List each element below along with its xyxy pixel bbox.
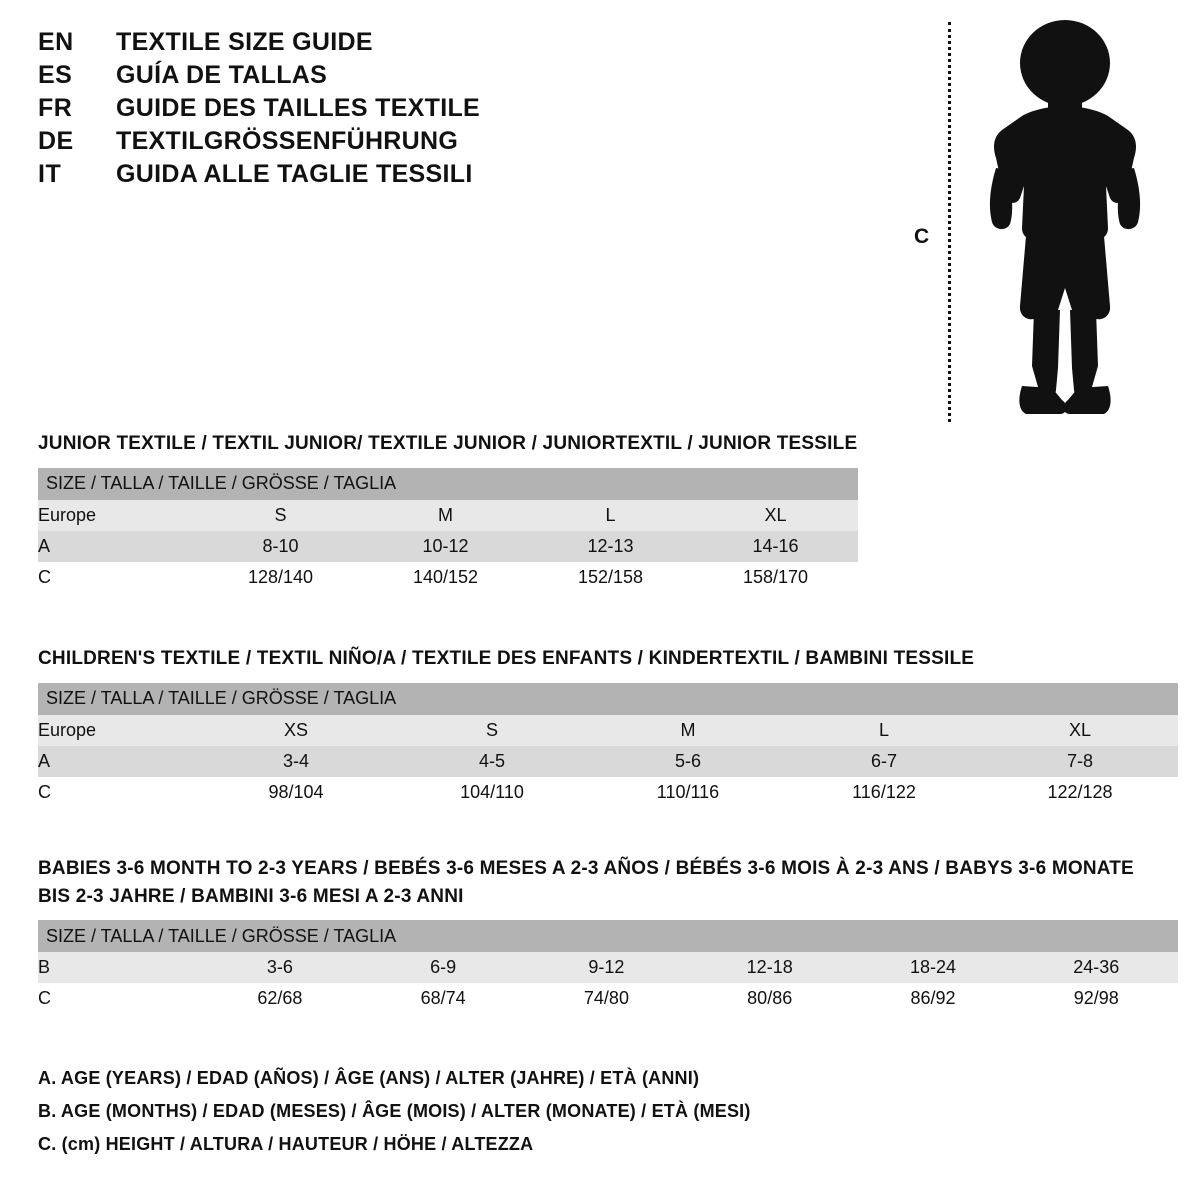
row-label: C bbox=[38, 983, 198, 1014]
row-label: C bbox=[38, 562, 198, 593]
row-label: Europe bbox=[38, 500, 198, 531]
table-row bbox=[38, 746, 1178, 777]
junior-size-table bbox=[38, 468, 858, 593]
table-cell: 14-16 bbox=[693, 531, 858, 562]
language-title: GUIDA ALLE TAGLIE TESSILI bbox=[116, 160, 473, 188]
table-cell: 98/104 bbox=[198, 777, 394, 808]
table-cell: 110/116 bbox=[590, 777, 786, 808]
language-row bbox=[38, 28, 658, 57]
table-cell: 6-9 bbox=[362, 952, 525, 983]
measure-label-c: C bbox=[914, 225, 930, 248]
table-cell: 4-5 bbox=[394, 746, 590, 777]
table-cell: 128/140 bbox=[198, 562, 363, 593]
table-cell: 8-10 bbox=[198, 531, 363, 562]
section-title: CHILDREN'S TEXTILE / TEXTIL NIÑO/A / TEXTILE DES ENFANTS / KINDERTEXTIL / BAMBINI TESSILE bbox=[38, 648, 975, 669]
table-cell: 3-6 bbox=[198, 952, 361, 983]
table-cell: 158/170 bbox=[693, 562, 858, 593]
table-cell: 10-12 bbox=[363, 531, 528, 562]
table-head-label: SIZE / TALLA / TAILLE / GRÖSSE / TAGLIA bbox=[38, 683, 1178, 715]
table-cell: L bbox=[786, 715, 982, 746]
language-code: ES bbox=[38, 61, 73, 89]
language-title-block bbox=[38, 28, 658, 193]
table-cell: 9-12 bbox=[525, 952, 688, 983]
language-row bbox=[38, 160, 658, 189]
table-head-row bbox=[38, 468, 858, 500]
table-cell: XL bbox=[693, 500, 858, 531]
table-cell: 122/128 bbox=[982, 777, 1178, 808]
row-label: A bbox=[38, 531, 198, 562]
children-size-table bbox=[38, 683, 1178, 808]
table-cell: 74/80 bbox=[525, 983, 688, 1014]
table-cell: 12-18 bbox=[688, 952, 851, 983]
table-cell: 6-7 bbox=[786, 746, 982, 777]
language-row bbox=[38, 127, 658, 156]
babies-size-table bbox=[38, 920, 1178, 1014]
table-head-row bbox=[38, 920, 1178, 952]
legend-line-b: B. AGE (MONTHS) / EDAD (MESES) / ÂGE (MOIS) / ALTER (MONATE) / ETÀ (MESI) bbox=[38, 1101, 751, 1121]
table-cell: 104/110 bbox=[394, 777, 590, 808]
table-cell: 140/152 bbox=[363, 562, 528, 593]
table-cell: 24-36 bbox=[1015, 952, 1178, 983]
section-junior-textile bbox=[38, 430, 858, 593]
table-cell: 116/122 bbox=[786, 777, 982, 808]
table-cell: S bbox=[198, 500, 363, 531]
legend-block bbox=[38, 1068, 1038, 1167]
table-cell: XS bbox=[198, 715, 394, 746]
table-row bbox=[38, 777, 1178, 808]
table-cell: M bbox=[363, 500, 528, 531]
section-children-textile bbox=[38, 645, 1178, 808]
table-row bbox=[38, 952, 1178, 983]
table-cell: 80/86 bbox=[688, 983, 851, 1014]
legend-line-a: A. AGE (YEARS) / EDAD (AÑOS) / ÂGE (ANS) / ALTER (JAHRE) / ETÀ (ANNI) bbox=[38, 1068, 700, 1088]
row-label: C bbox=[38, 777, 198, 808]
table-cell: 86/92 bbox=[851, 983, 1014, 1014]
section-babies-textile bbox=[38, 855, 1168, 1014]
table-cell: 18-24 bbox=[851, 952, 1014, 983]
row-label: B bbox=[38, 952, 198, 983]
language-title: GUÍA DE TALLAS bbox=[116, 61, 328, 89]
height-dotted-line bbox=[948, 22, 951, 422]
table-cell: L bbox=[528, 500, 693, 531]
table-cell: M bbox=[590, 715, 786, 746]
table-cell: 7-8 bbox=[982, 746, 1178, 777]
height-measure-figure bbox=[900, 10, 1180, 430]
language-code: EN bbox=[38, 28, 74, 56]
table-cell: 68/74 bbox=[362, 983, 525, 1014]
table-cell: 92/98 bbox=[1015, 983, 1178, 1014]
table-cell: XL bbox=[982, 715, 1178, 746]
table-head-label: SIZE / TALLA / TAILLE / GRÖSSE / TAGLIA bbox=[38, 920, 1178, 952]
table-row bbox=[38, 500, 858, 531]
table-cell: 12-13 bbox=[528, 531, 693, 562]
language-code: DE bbox=[38, 127, 74, 155]
language-row bbox=[38, 61, 658, 90]
section-title: BABIES 3-6 MONTH TO 2-3 YEARS / BEBÉS 3-6 MESES A 2-3 AÑOS / BÉBÉS 3-6 MOIS À 2-3 ANS / BABYS 3-6 MONATE BIS 2-3 JAHRE / BAMBINI 3-6 MESI A 2-3 ANNI bbox=[38, 858, 1134, 907]
row-label: Europe bbox=[38, 715, 198, 746]
table-row bbox=[38, 983, 1178, 1014]
section-title: JUNIOR TEXTILE / TEXTIL JUNIOR/ TEXTILE JUNIOR / JUNIORTEXTIL / JUNIOR TESSILE bbox=[38, 433, 858, 454]
language-code: FR bbox=[38, 94, 73, 122]
table-cell: 3-4 bbox=[198, 746, 394, 777]
language-code: IT bbox=[38, 160, 62, 188]
table-head-row bbox=[38, 683, 1178, 715]
table-head-label: SIZE / TALLA / TAILLE / GRÖSSE / TAGLIA bbox=[38, 468, 858, 500]
language-row bbox=[38, 94, 658, 123]
legend-line-c: C. (cm) HEIGHT / ALTURA / HAUTEUR / HÖHE / ALTEZZA bbox=[38, 1134, 534, 1154]
table-row bbox=[38, 715, 1178, 746]
table-cell: 5-6 bbox=[590, 746, 786, 777]
table-cell: 62/68 bbox=[198, 983, 361, 1014]
table-cell: 152/158 bbox=[528, 562, 693, 593]
table-cell: S bbox=[394, 715, 590, 746]
table-row bbox=[38, 531, 858, 562]
child-silhouette-icon bbox=[960, 18, 1170, 428]
language-title: TEXTILE SIZE GUIDE bbox=[116, 28, 373, 56]
language-title: GUIDE DES TAILLES TEXTILE bbox=[116, 94, 481, 122]
language-title: TEXTILGRÖSSENFÜHRUNG bbox=[116, 127, 459, 155]
table-row bbox=[38, 562, 858, 593]
row-label: A bbox=[38, 746, 198, 777]
